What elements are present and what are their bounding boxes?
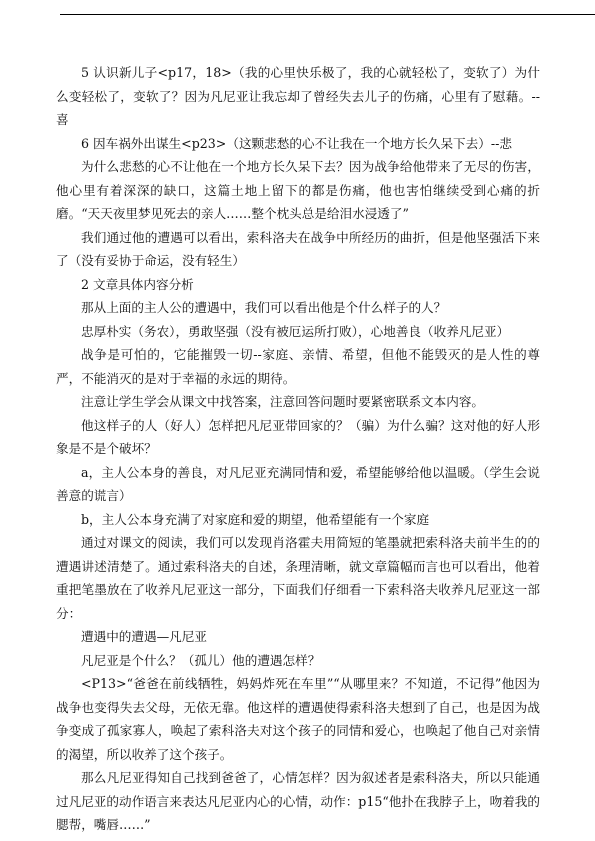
paragraph-1: 5 认识新儿子<p17，18>（我的心里快乐极了，我的心就轻松了，变软了）为什么变轻松了，变软了？因为凡尼亚让我忘却了曾经失去儿子的伤痛，心里有了慰藉。--喜	[56, 65, 540, 127]
section-heading: 2 文章具体内容分析	[81, 276, 194, 292]
paragraph-13: 通过对课文的阅读，我们可以发现肖洛霍夫用简短的笔墨就把索科洛夫前半生的的遭遇讲述清楚了。通过索科洛夫的自述，条理清晰，就文章篇幅而言也可以看出，他着重把笔墨放在了收养凡尼亚这一部分，下面我们仔细看一下索科洛夫收养凡尼亚这一部分：	[56, 535, 540, 621]
paragraph-2: 6 因车祸外出谋生<p23>（这颗悲愁的心不让我在一个地方长久呆下去）--悲	[81, 135, 512, 151]
paragraph-15: 凡尼亚是个什么？（孤儿）他的遭遇怎样？	[81, 652, 321, 668]
paragraph-8: 战争是可怕的，它能摧毁一切--家庭、亲情、希望，但他不能毁灭的是人性的尊严，不能消灭的是对于幸福的永远的期待。	[56, 347, 540, 386]
header-rule	[60, 14, 595, 15]
paragraph-7: 忠厚朴实（务农），勇敢坚强（没有被厄运所打败），心地善良（收养凡尼亚）	[81, 323, 510, 339]
paragraph-16: <P13>“爸爸在前线牺牲，妈妈炸死在车里”“从哪里来？不知道，不记得”他因为战争也变得失去父母，无依无靠。他这样的遭遇使得索科洛夫想到了自己，也是因为战争变成了孤家寡人，唤起了索科洛夫对这个孩子的同情和爱心，也唤起了他自己对亲情的渴望，所以收养了这个孩子。	[56, 676, 540, 762]
paragraph-17: 那么凡尼亚得知自己找到爸爸了，心情怎样？因为叙述者是索科洛夫，所以只能通过凡尼亚的动作语言来表达凡尼亚内心的心情，动作：p15“他扑在我脖子上，吻着我的腮帮，嘴唇……”	[56, 770, 540, 832]
subheading: 遭遇中的遭遇—凡尼亚	[81, 629, 207, 644]
paragraph-10: 他这样子的人（好人）怎样把凡尼亚带回家的？（骗）为什么骗？这对他的好人形象是不是个破坏？	[56, 417, 540, 456]
paragraph-4: 我们通过他的遭遇可以看出，索科洛夫在战争中所经历的曲折，但是他坚强活下来了（没有妥协于命运，没有轻生）	[56, 229, 540, 268]
paragraph-3: 为什么悲愁的心不让他在一个地方长久呆下去？因为战争给他带来了无尽的伤害，他心里有着深深的缺口，这篇土地上留下的都是伤痛，他也害怕继续受到心痛的折磨。“天天夜里梦见死去的亲人……整个枕头总是给泪水浸透了”	[56, 159, 540, 221]
paragraph-9: 注意让学生学会从课文中找答案，注意回答问题时要紧密联系文本内容。	[81, 394, 484, 409]
paragraph-12: b，主人公本身充满了对家庭和爱的期望，他希望能有一个家庭	[81, 511, 430, 527]
paragraph-6: 那从上面的主人公的遭遇中，我们可以看出他是个什么样子的人？	[81, 300, 447, 315]
document-body	[56, 61, 540, 837]
paragraph-11: a，主人公本身的善良，对凡尼亚充满同情和爱，希望能够给他以温暖。（学生会说善意的谎言）	[56, 464, 540, 503]
